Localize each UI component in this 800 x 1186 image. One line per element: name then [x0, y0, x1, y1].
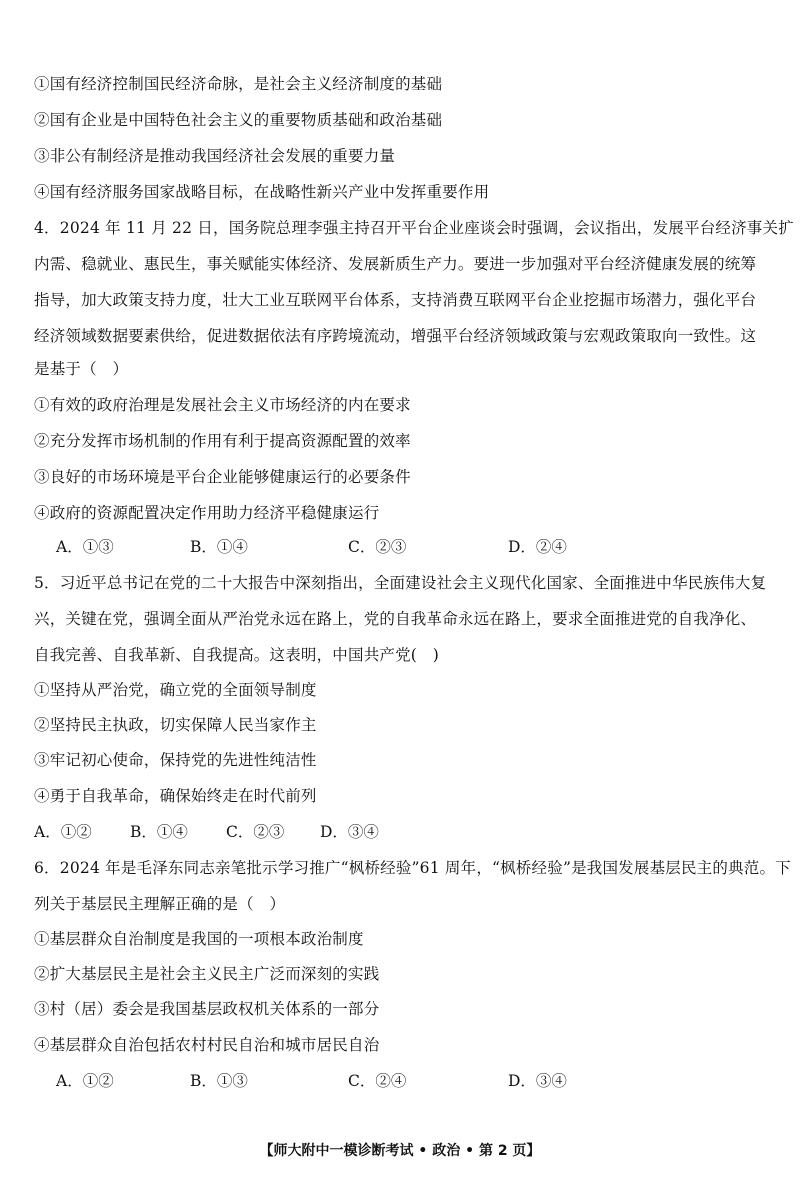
- q4-choice-c[interactable]: C．②③: [348, 538, 407, 556]
- q4-option-3: ③良好的市场环境是平台企业能够健康运行的必要条件: [34, 468, 411, 486]
- q5-choice-b[interactable]: B．①④: [130, 823, 188, 841]
- prev-option-2: ②国有企业是中国特色社会主义的重要物质基础和政治基础: [34, 111, 443, 129]
- q4-choice-d[interactable]: D．②④: [508, 538, 567, 556]
- q4-stem-line-2: 内需、稳就业、惠民生，事关赋能实体经济、发展新质生产力。要进一步加强对平台经济健康发展的统筹: [34, 255, 757, 273]
- q5-choice-a[interactable]: A．①②: [34, 823, 92, 841]
- q5-stem-line-2: 兴，关键在党，强调全面从严治党永远在路上，党的自我革命永远在路上，要求全面推进党的自我净化、: [34, 610, 757, 628]
- q6-choices: [34, 1071, 766, 1091]
- q6-option-4: ④基层群众自治包括农村村民自治和城市居民自治: [34, 1036, 380, 1054]
- q5-choices: [34, 822, 766, 842]
- prev-option-3: ③非公有制经济是推动我国经济社会发展的重要力量: [34, 147, 396, 165]
- page-footer: 【师大附中一模诊断考试 • 政治 • 第 2 页】: [259, 1143, 541, 1159]
- prev-option-1: ①国有经济控制国民经济命脉，是社会主义经济制度的基础: [34, 75, 443, 93]
- q5-option-1: ①坚持从严治党，确立党的全面领导制度: [34, 681, 317, 699]
- prev-option-4: ④国有经济服务国家战略目标，在战略性新兴产业中发挥重要作用: [34, 183, 490, 201]
- q5-choice-d[interactable]: D．③④: [320, 823, 379, 841]
- q6-option-2: ②扩大基层民主是社会主义民主广泛而深刻的实践: [34, 965, 380, 983]
- q6-choice-b[interactable]: B．①③: [190, 1072, 248, 1090]
- q4-option-1: ①有效的政府治理是发展社会主义市场经济的内在要求: [34, 396, 411, 414]
- q5-option-4: ④勇于自我革命，确保始终走在时代前列: [34, 787, 317, 805]
- q6-stem-line-2: 列关于基层民主理解正确的是（ ）: [34, 895, 286, 913]
- q4-choice-b[interactable]: B．①④: [190, 538, 248, 556]
- q4-choice-a[interactable]: A．①③: [56, 538, 114, 556]
- q4-option-4: ④政府的资源配置决定作用助力经济平稳健康运行: [34, 504, 380, 522]
- q5-stem-line-3: 自我完善、自我革新、自我提高。这表明，中国共产党( ): [34, 646, 439, 664]
- q4-stem-line-5: 是基于（ ）: [34, 360, 129, 378]
- q4-stem-line-4: 经济领域数据要素供给，促进数据依法有序跨境流动，增强平台经济领域政策与宏观政策取向一致性。这: [34, 327, 757, 345]
- q5-option-3: ③牢记初心使命，保持党的先进性纯洁性: [34, 751, 317, 769]
- q6-choice-d[interactable]: D．③④: [508, 1072, 567, 1090]
- q6-option-3: ③村（居）委会是我国基层政权机关体系的一部分: [34, 1000, 380, 1018]
- q4-option-2: ②充分发挥市场机制的作用有利于提高资源配置的效率: [34, 432, 411, 450]
- q6-option-1: ①基层群众自治制度是我国的一项根本政治制度: [34, 930, 364, 948]
- q5-option-2: ②坚持民主执政，切实保障人民当家作主: [34, 716, 317, 734]
- q5-stem-line-1: 5．习近平总书记在党的二十大报告中深刻指出，全面建设社会主义现代化国家、全面推进中华民族伟大复: [34, 574, 767, 592]
- q6-stem-line-1: 6．2024 年是毛泽东同志亲笔批示学习推广“枫桥经验”61 周年，“枫桥经验”是我国发展基层民主的典范。下: [34, 859, 791, 877]
- q5-choice-c[interactable]: C．②③: [226, 823, 285, 841]
- q4-stem-line-1: 4．2024 年 11 月 22 日，国务院总理李强主持召开平台企业座谈会时强调，会议指出，发展平台经济事关扩: [34, 219, 794, 237]
- q6-choice-c[interactable]: C．②④: [348, 1072, 407, 1090]
- q4-choices: [34, 537, 766, 557]
- q4-stem-line-3: 指导，加大政策支持力度，壮大工业互联网平台体系，支持消费互联网平台企业挖掘市场潜力，强化平台: [34, 291, 757, 309]
- q6-choice-a[interactable]: A．①②: [56, 1072, 114, 1090]
